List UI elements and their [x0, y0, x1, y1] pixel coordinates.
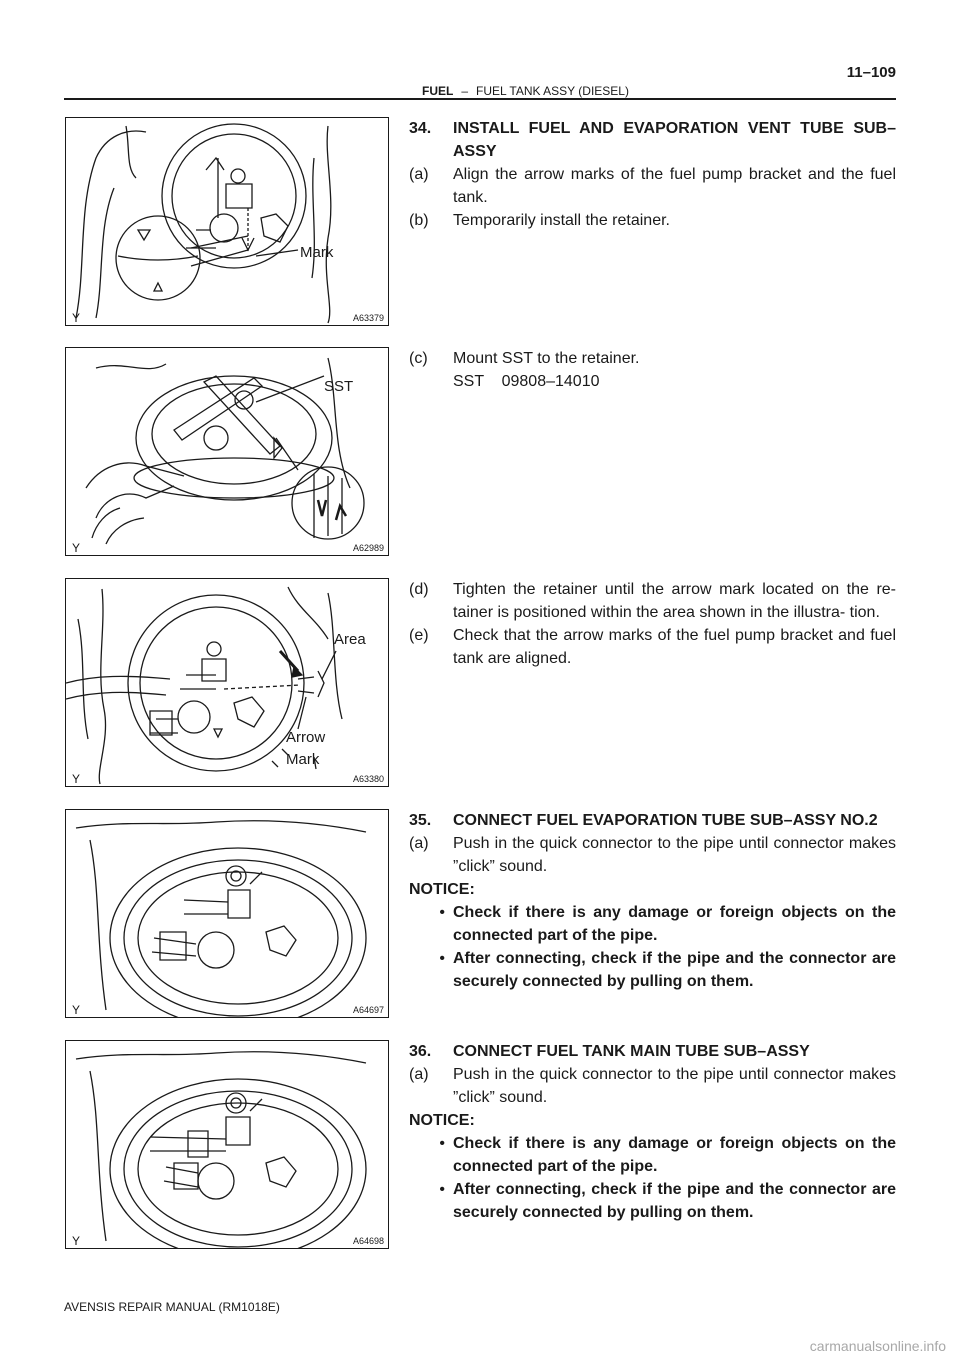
figure-3-label-area: Area	[334, 631, 366, 648]
bullet-glyph: •	[439, 1135, 445, 1152]
step-35-notice-label: NOTICE:	[409, 881, 475, 898]
bullet-glyph: •	[439, 950, 445, 967]
page-number: 11–109	[846, 64, 896, 81]
figure-5-corner-mark: Y	[72, 1234, 81, 1248]
step-34a-text: Align the arrow marks of the fuel pump bracket and the fuel tank.	[453, 166, 896, 206]
step-35a-letter: (a)	[409, 835, 429, 852]
step-36-number: 36.	[409, 1043, 432, 1060]
step-34c-text: Mount SST to the retainer.	[453, 350, 640, 367]
step-35	[409, 809, 896, 993]
step-34b-text: Temporarily install the retainer.	[453, 212, 670, 229]
header-title	[422, 84, 629, 98]
figure-retainer-area	[65, 578, 389, 787]
figure-3-code: A63380	[352, 774, 384, 784]
step-34e-letter: (e)	[409, 627, 429, 644]
bullet-glyph: •	[439, 1181, 445, 1198]
figure-3-label-mark: Mark	[286, 751, 320, 768]
figure-4-corner-mark: Y	[72, 1003, 81, 1017]
figure-1-corner-mark: Y	[72, 311, 81, 325]
figure-sst-mounted	[65, 347, 389, 556]
header-separator: –	[461, 84, 469, 98]
step-36a-text: Push in the quick connector to the pipe until connector makes ”click” sound.	[453, 1066, 896, 1106]
step-34e-text: Check that the arrow marks of the fuel pump bracket and fuel tank are aligned.	[453, 627, 896, 667]
step-36-title: CONNECT FUEL TANK MAIN TUBE SUB–ASSY	[453, 1043, 810, 1060]
header-rule	[64, 98, 896, 100]
step-34-title: INSTALL FUEL AND EVAPORATION VENT TUBE SUB–ASSY	[453, 120, 896, 160]
header-subtitle: FUEL TANK ASSY (DIESEL)	[476, 84, 629, 98]
figure-4-illustration	[66, 810, 388, 1017]
step-35-heading	[409, 809, 896, 832]
step-36-notice-1	[409, 1132, 896, 1178]
step-34-heading	[409, 117, 896, 163]
step-36-heading	[409, 1040, 896, 1063]
figure-5-illustration	[66, 1041, 388, 1248]
step-35a-text: Push in the quick connector to the pipe until connector makes ”click” sound.	[453, 835, 896, 875]
figure-2-corner-mark: Y	[72, 541, 81, 555]
step-35a	[409, 832, 896, 878]
bullet-glyph: •	[439, 904, 445, 921]
step-34a-letter: (a)	[409, 166, 429, 183]
step-36-notice-2	[409, 1178, 896, 1224]
figure-4-code: A64697	[352, 1005, 384, 1015]
figure-fuel-pump-mark	[65, 117, 389, 326]
step-34e	[409, 624, 896, 670]
step-34b-letter: (b)	[409, 212, 429, 229]
step-34c	[409, 347, 896, 393]
figure-1-label-mark: Mark	[300, 244, 334, 261]
step-34c-letter: (c)	[409, 350, 428, 367]
figure-5-code: A64698	[352, 1236, 384, 1246]
figure-1-code: A63379	[352, 313, 384, 323]
step-34b	[409, 209, 896, 232]
header-section: FUEL	[422, 84, 454, 98]
figure-2-code: A62989	[352, 543, 384, 553]
figure-3-label-arrow: Arrow	[286, 729, 326, 746]
step-34-part-1	[409, 117, 896, 232]
step-34-number: 34.	[409, 120, 432, 137]
step-34d-text: Tighten the retainer until the arrow mark located on the re- tainer is positioned within the area shown in the illustra- tion.	[453, 581, 896, 621]
figure-1-illustration	[66, 118, 388, 325]
step-35-notice-2	[409, 947, 896, 993]
figure-main-tube-connector	[65, 1040, 389, 1249]
figure-2-label-sst: SST	[324, 378, 354, 395]
step-34-part-3	[409, 578, 896, 670]
step-36-notice-2-text: After connecting, check if the pipe and the connector are securely connected by pulling on them.	[453, 1181, 896, 1221]
footer-manual-id: AVENSIS REPAIR MANUAL (RM1018E)	[64, 1300, 280, 1314]
step-36a	[409, 1063, 896, 1109]
step-36a-letter: (a)	[409, 1066, 429, 1083]
watermark: carmanualsonline.info	[809, 1338, 946, 1354]
step-34d	[409, 578, 896, 624]
figure-3-corner-mark: Y	[72, 772, 81, 786]
step-35-notice-1	[409, 901, 896, 947]
step-34d-letter: (d)	[409, 581, 429, 598]
step-34c-body	[453, 347, 896, 393]
figure-3-illustration	[66, 579, 388, 786]
step-35-notice-2-text: After connecting, check if the pipe and the connector are securely connected by pulling on them.	[453, 950, 896, 990]
figure-evaporation-connector	[65, 809, 389, 1018]
step-36-notice-1-text: Check if there is any damage or foreign objects on the connected part of the pipe.	[453, 1135, 896, 1175]
step-34a	[409, 163, 896, 209]
step-35-notice-1-text: Check if there is any damage or foreign objects on the connected part of the pipe.	[453, 904, 896, 944]
step-35-number: 35.	[409, 812, 432, 829]
step-34-part-2	[409, 347, 896, 393]
step-36-notice-label: NOTICE:	[409, 1112, 475, 1129]
step-34c-sst: SST 09808–14010	[453, 373, 600, 390]
step-36	[409, 1040, 896, 1224]
step-35-title: CONNECT FUEL EVAPORATION TUBE SUB–ASSY NO.2	[453, 812, 878, 829]
